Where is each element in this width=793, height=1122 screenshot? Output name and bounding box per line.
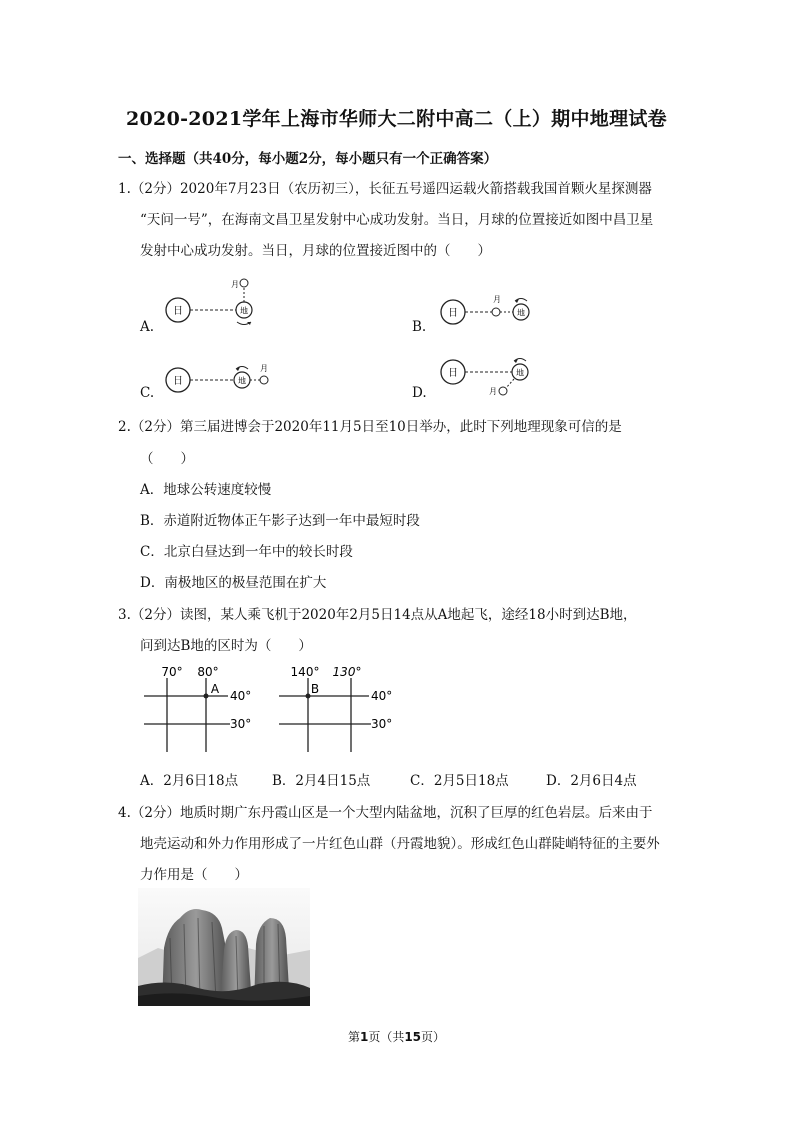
lon-label-70: 70° xyxy=(161,665,183,679)
moon-circle xyxy=(492,308,500,316)
q4-line2: 地壳运动和外力作用形成了一片红色山群（丹霞地貌）。形成红色山群陡峭特征的主要外 xyxy=(140,836,660,852)
earth-label: 地 xyxy=(517,308,525,318)
point-a-label: A xyxy=(210,682,220,696)
earth-label: 地 xyxy=(240,306,248,316)
footer-total-pages: 15 xyxy=(404,1030,422,1044)
footer-mid: 页（共 xyxy=(368,1030,405,1044)
q3-map-a xyxy=(140,662,260,754)
moon-label: 月 xyxy=(489,387,497,396)
lon-label-130: 130° xyxy=(332,665,362,679)
q1-option-c-label: C. xyxy=(140,385,155,401)
footer-post: 页） xyxy=(421,1030,446,1044)
sun-label: 日 xyxy=(173,376,183,387)
q3-map-b xyxy=(275,662,405,754)
q4-line1: 4.（2分）地质时期广东丹霞山区是一个大型内陆盆地，沉积了巨厚的红色岩层。后来由于 xyxy=(118,805,653,821)
sun-label: 日 xyxy=(173,306,183,317)
q3-option-c: C．2月5日18点 xyxy=(410,773,509,789)
page-footer xyxy=(0,1028,793,1045)
point-b-label: B xyxy=(310,682,320,696)
q1-diagram-d xyxy=(437,350,537,398)
sun-label: 日 xyxy=(448,368,458,379)
q3-line1: 3.（2分）读图，某人乘飞机于2020年2月5日14点从A地起飞，途经18小时到达B地， xyxy=(118,607,637,623)
q1-line2: “天问一号”，在海南文昌卫星发射中心成功发射。当日，月球的位置接近如图中昌卫星 xyxy=(140,212,654,228)
earth-label: 地 xyxy=(516,368,524,378)
q1-diagram-c xyxy=(162,358,272,398)
q2-option-c: C．北京白昼达到一年中的较长时段 xyxy=(140,544,353,560)
q3-option-b: B．2月4日15点 xyxy=(272,773,371,789)
q2-option-d: D．南极地区的极昼范围在扩大 xyxy=(140,575,327,591)
lat-label-40: 40° xyxy=(230,689,252,703)
q2-line2: （ ） xyxy=(140,451,194,467)
lat-label-30: 30° xyxy=(230,717,252,731)
lat-label-40: 40° xyxy=(371,689,393,703)
q4-line3: 力作用是（ ） xyxy=(140,867,248,883)
q1-option-b-label: B. xyxy=(412,319,427,335)
lat-label-30: 30° xyxy=(371,717,393,731)
q1-diagram-b xyxy=(437,290,537,330)
moon-label: 月 xyxy=(493,295,501,304)
q3-option-a: A．2月6日18点 xyxy=(140,773,239,789)
q2-line1: 2.（2分）第三届进博会于2020年11月5日至10日举办，此时下列地理现象可信的是 xyxy=(118,419,622,435)
moon-circle xyxy=(260,376,268,384)
q3-option-d: D．2月6日4点 xyxy=(546,773,637,789)
q3-line2: 问到达B地的区时为（ ） xyxy=(140,638,312,654)
lon-label-80: 80° xyxy=(197,665,219,679)
sun-label: 日 xyxy=(448,308,458,319)
moon-circle xyxy=(499,387,507,395)
moon-label: 月 xyxy=(231,280,239,289)
q1-diagram-a xyxy=(162,270,272,332)
lon-label-140: 140° xyxy=(290,665,320,679)
q1-option-a-label: A. xyxy=(140,319,155,335)
exam-title: 2020-2021学年上海市华师大二附中高二（上）期中地理试卷 xyxy=(126,108,667,130)
danxia-landform-photo xyxy=(138,888,310,1006)
q1-line3: 发射中心成功发射。当日，月球的位置接近图中的（ ） xyxy=(140,243,491,259)
point-a-marker xyxy=(204,694,209,699)
q1-option-d-label: D. xyxy=(412,385,427,401)
q2-option-a: A．地球公转速度较慢 xyxy=(140,482,272,498)
earth-label: 地 xyxy=(238,376,246,386)
section-heading: 一、选择题（共40分，每小题2分，每小题只有一个正确答案） xyxy=(118,151,498,167)
moon-circle xyxy=(240,279,248,287)
footer-page-number: 1 xyxy=(359,1030,369,1044)
footer-pre: 第 xyxy=(347,1030,360,1044)
moon-label: 月 xyxy=(260,364,268,373)
q2-option-b: B．赤道附近物体正午影子达到一年中最短时段 xyxy=(140,513,420,529)
moon-line xyxy=(506,379,514,388)
q1-line1: 1.（2分）2020年7月23日（农历初三），长征五号遥四运载火箭搭载我国首颗火星探测器 xyxy=(118,181,652,197)
point-b-marker xyxy=(306,694,311,699)
